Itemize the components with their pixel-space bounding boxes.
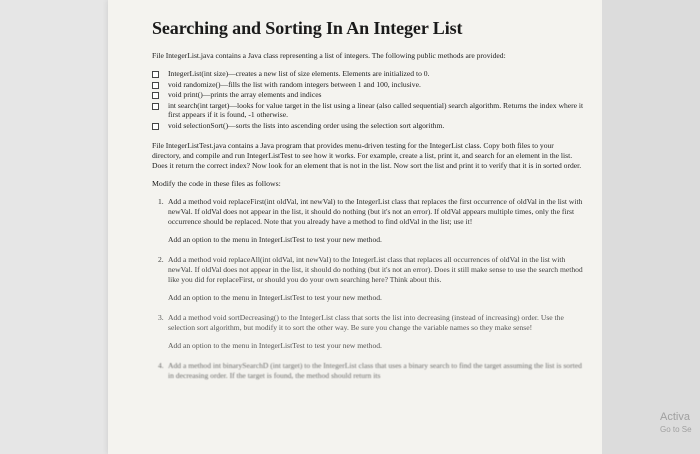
task-add-option: Add an option to the menu in IntegerListTest to test your new method. [168,235,382,244]
list-item: void selectionSort()—sorts the lists into ascending order using the selection sort algorithm. [152,121,584,131]
task-text: Add a method int binarySearchD (int target) to the IntegerList class that uses a binary search to find the target assuming the list is sorted in decreasing order. If the target is found, the method should return its [168,361,582,380]
task-number: 1. [158,197,164,206]
list-item: void print()—prints the array elements and indices [152,90,584,100]
checkbox-bullet-icon [152,71,159,78]
task-number: 3. [158,313,164,322]
document-page [108,0,602,454]
methods-list [152,69,584,130]
background-area [602,0,700,454]
task-add-option: Add an option to the menu in IntegerListTest to test your new method. [168,341,382,350]
page-title: Searching and Sorting In An Integer List [152,18,463,38]
list-item: void randomize()—fills the list with random integers between 1 and 100, inclusive. [152,80,584,90]
task-number: 2. [158,255,164,264]
task-text: Add a method void sortDecreasing() to the IntegerList class that sorts the list into decreasing (instead of increasing) order. Use the selection sort algorithm, but modify it to sort the other way. Be sure you change the variable names so they make sense! [168,313,564,332]
task-item [152,313,584,351]
intro-paragraph: File IntegerList.java contains a Java class representing a list of integers. The following public methods are provided: [152,51,506,60]
task-item [152,361,584,381]
task-number: 4. [158,361,164,370]
task-text: Add a method void replaceAll(int oldVal, int newVal) to the IntegerList class that replaces all occurrences of oldVal in the list with newVal. If oldVal does not appear in the list, it should do nothing (but it's not an error). Does it still make sense to use the search method like you did for replaceFirst, or should you do your own searching here? Think about this. [168,255,583,284]
activate-windows-watermark [660,411,700,434]
watermark-line-1: Activa [660,411,690,423]
checkbox-bullet-icon [152,92,159,99]
task-item [152,197,584,245]
test-paragraph: File IntegerListTest.java contains a Java program that provides menu-driven testing for the IntegerList class. Copy both files to your directory, and compile and run IntegerListTest to see how it works. For example, create a list, print it, and search for an element in the list. Does it return the correct index? Now look for an element that is not in the list. Now sort the list and print it to verify that it is in sorted order. [152,141,582,170]
task-item [152,255,584,303]
document-content [152,18,584,389]
checkbox-bullet-icon [152,123,159,130]
modify-heading: Modify the code in these files as follows: [152,179,281,188]
watermark-line-2: Go to Se [660,425,692,434]
task-text: Add a method void replaceFirst(int oldVal, int newVal) to the IntegerList class that replaces the first occurrence of oldVal in the list with newVal. If oldVal does not appear in the list, it should do nothing (but it's not an error). If oldVal appears multiple times, only the first occurrence should be replaced. Note that you already have a method to find oldVal in the list; use it! [168,197,583,226]
list-item: int search(int target)—looks for value target in the list using a linear (also called sequential) search algorithm. Returns the index where it first appears if it is found, -1 otherwise. [152,101,584,120]
checkbox-bullet-icon [152,82,159,89]
task-add-option: Add an option to the menu in IntegerListTest to test your new method. [168,293,382,302]
list-item: IntegerList(int size)—creates a new list of size elements. Elements are initialized to 0. [152,69,584,79]
checkbox-bullet-icon [152,103,159,110]
